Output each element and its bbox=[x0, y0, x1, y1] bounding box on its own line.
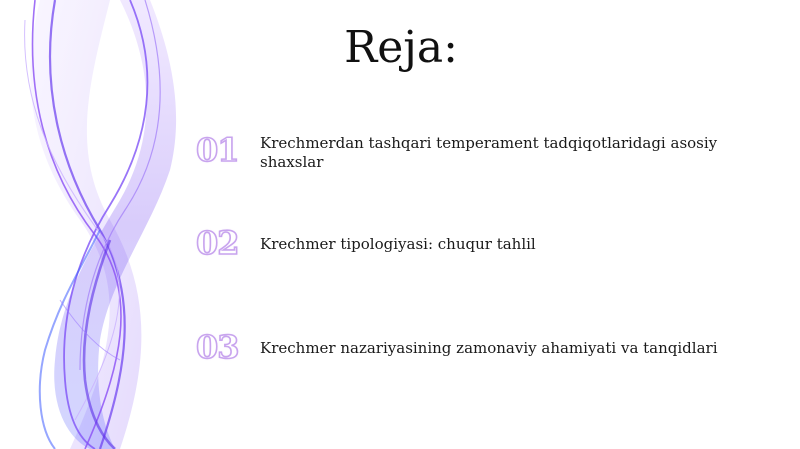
slide-title: Reja: bbox=[344, 22, 458, 73]
list-item bbox=[196, 131, 756, 191]
item-text: Krechmer nazariyasining zamonaviy ahamiyati va tanqidlari bbox=[260, 339, 718, 357]
item-text: Krechmer tipologiyasi: chuqur tahlil bbox=[260, 235, 536, 253]
item-number: 03 bbox=[196, 328, 239, 366]
item-text: Krechmerdan tashqari temperament tadqiqotlaridagi asosiy shaxslar bbox=[260, 134, 718, 171]
list-item bbox=[196, 328, 756, 388]
list-item bbox=[196, 224, 756, 284]
item-number: 02 bbox=[196, 224, 239, 262]
item-number: 01 bbox=[196, 131, 239, 169]
